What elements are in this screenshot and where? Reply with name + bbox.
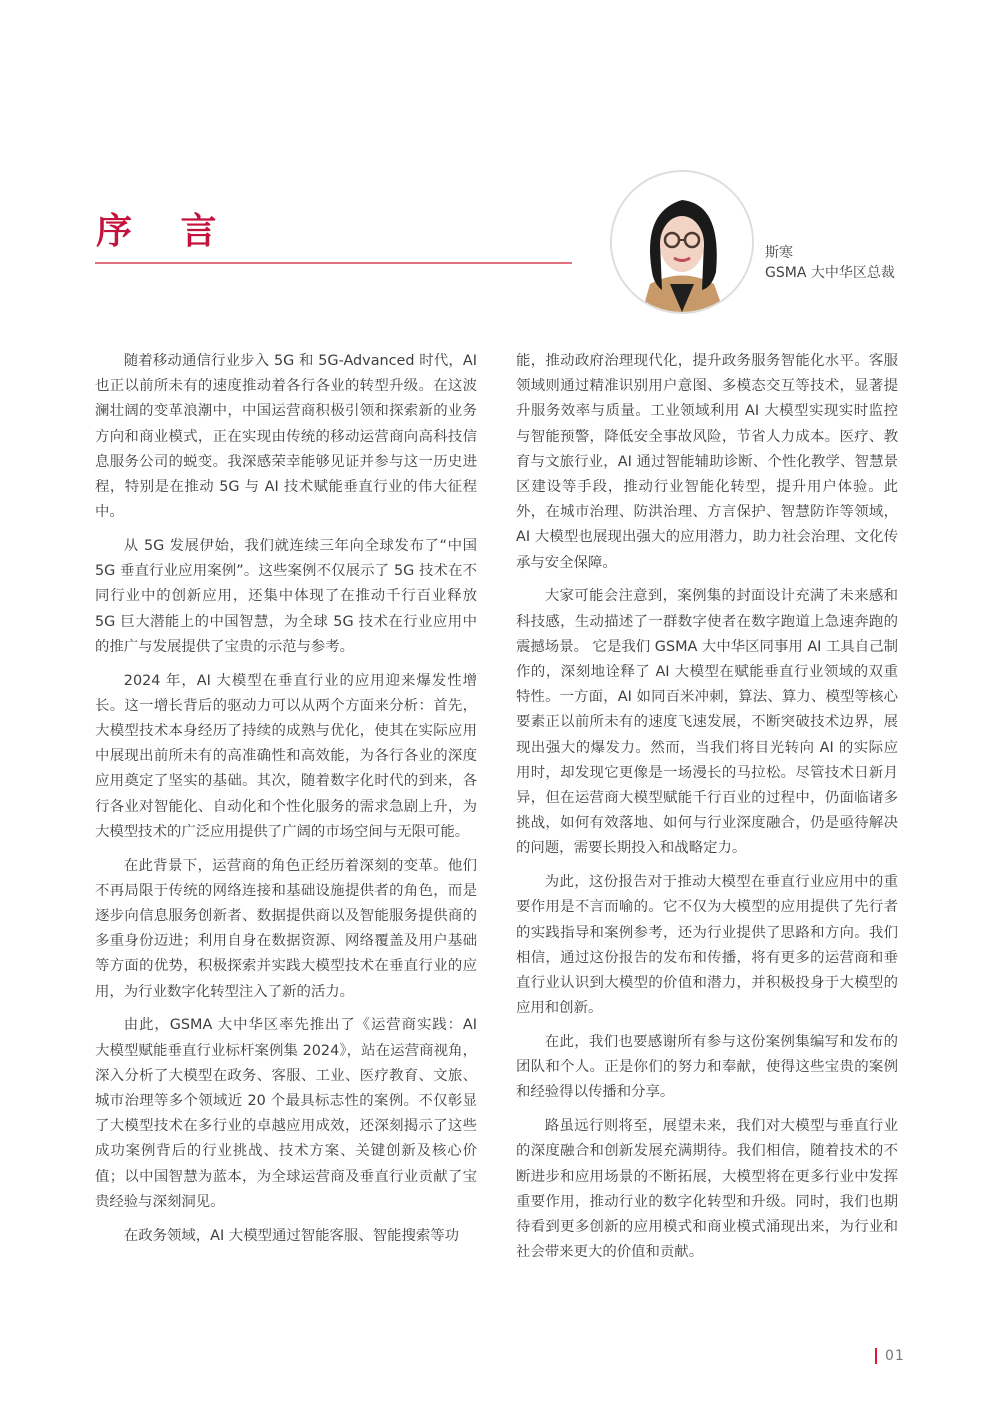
paragraph: 为此，这份报告对于推动大模型在垂直行业应用中的重要作用是不言而喻的。它不仅为大模型的应用提供了先行者的实践指导和案例参考，还为行业提供了思路和方向。我们相信，通过这份报告的发布和传播，将有更多的运营商和垂直行业认识到大模型的价值和潜力，并积极投身于大模型的应用和创新。 (516, 874, 898, 1017)
author-info (765, 243, 895, 283)
paragraph: 在政务领域，AI 大模型通过智能客服、智能搜索等功 (123, 1227, 460, 1244)
paragraph: 2024 年，AI 大模型在垂直行业的应用迎来爆发性增长。这一增长背后的驱动力可以从两个方面来分析：首先，大模型技术本身经历了持续的成熟与优化，使其在实际应用中展现出前所未有的高准确性和高效能，为各行各业的深度应用奠定了坚实的基础。其次，随着数字化时代的到来，各行各业对智能化、自动化和个性化服务的需求急剧上升，为大模型技术的广泛应用提供了广阔的市场空间与无限可能。 (95, 672, 477, 840)
page-number (875, 1347, 905, 1365)
paragraph: 路虽远行则将至，展望未来，我们对大模型与垂直行业的深度融合和创新发展充满期待。我们相信，随着技术的不断进步和应用场景的不断拓展，大模型将在更多行业中发挥重要作用，推动行业的数字化转型和升级。同时，我们也期待看到更多创新的应用模式和商业模式涌现出来，为行业和社会带来更大的价值和贡献。 (516, 1118, 898, 1261)
author-position: GSMA 大中华区总裁 (765, 265, 895, 281)
page-number-text: 01 (885, 1348, 905, 1364)
page-number-marker (875, 1348, 877, 1364)
paragraph: 随着移动通信行业步入 5G 和 5G-Advanced 时代，AI 也正以前所未有的速度推动着各行各业的转型升级。在这波澜壮阔的变革浪潮中，中国运营商积极引领和探索新的业务方向和商业模式，正在实现由传统的移动运营商向高科技信息服务公司的蜕变。我深感荣幸能够见证并参与这一历史进程，特别是在推动 5G 与 AI 技术赋能垂直行业的伟大征程中。 (95, 353, 477, 521)
paragraph: 由此，GSMA 大中华区率先推出了《运营商实践：AI 大模型赋能垂直行业标杆案例集 2024》，站在运营商视角，深入分析了大模型在政务、客服、工业、医疗教育、文旅、城市治理等多个领域近 20 个最具标志性的案例。不仅彰显了大模型技术在多行业的卓越应用成效，还深刻揭示了这些成功案例背后的行业挑战、技术方案、关键创新及核心价值；以中国智慧为蓝本，为全球运营商及垂直行业贡献了宝贵经验与深刻洞见。 (95, 1017, 477, 1210)
author-portrait (610, 170, 754, 314)
left-column (95, 349, 477, 1257)
page-title: 序 言 (96, 211, 235, 252)
author-name: 斯寒 (765, 245, 793, 261)
paragraph: 大家可能会注意到，案例集的封面设计充满了未来感和科技感，生动描述了一群数字使者在数字跑道上急速奔跑的震撼场景。 它是我们 GSMA 大中华区同事用 AI 工具自己制作的，深刻地诠释了 AI 大模型在赋能垂直行业领域的双重特性。一方面，AI 如同百米冲刺，算法、算力、模型等核心要素正以前所未有的速度飞速发展，不断突破技术边界，展现出强大的爆发力。然而，当我们将目光转向 AI 的实际应用时，却发现它更像是一场漫长的马拉松。尽管技术日新月异，但在运营商大模型赋能千行百业的过程中，仍面临诸多挑战，如何有效落地、如何与行业深度融合，仍是亟待解决的问题，需要长期投入和战略定力。 (516, 588, 898, 857)
paragraph-continued: 能，推动政府治理现代化，提升政务服务智能化水平。客服领域则通过精准识别用户意图、多模态交互等技术，显著提升服务效率与质量。工业领域利用 AI 大模型实现实时监控与智能预警，降低安全事故风险，节省人力成本。医疗、教育与文旅行业，AI 通过智能辅助诊断、个性化教学、智慧景区建设等手段，推动行业智能化转型，提升用户体验。此外，在城市治理、防洪治理、方言保护、智慧防诈等领域，AI 大模型也展现出强大的应用潜力，助力社会治理、文化传承与安全保障。 (516, 353, 898, 571)
paragraph: 从 5G 发展伊始，我们就连续三年向全球发布了“中国 5G 垂直行业应用案例”。这些案例不仅展示了 5G 技术在不同行业中的创新应用，还集中体现了在推动千行百业释放 5G 巨大潜能上的中国智慧，为全球 5G 技术在行业应用中的推广与发展提供了宝贵的示范与参考。 (95, 538, 477, 655)
portrait-image-icon (612, 172, 752, 312)
title-divider (95, 262, 572, 264)
right-column (516, 349, 898, 1274)
paragraph: 在此背景下，运营商的角色正经历着深刻的变革。他们不再局限于传统的网络连接和基础设施提供者的角色，而是逐步向信息服务创新者、数据提供商以及智能服务提供商的多重身份迈进；利用自身在数据资源、网络覆盖及用户基础等方面的优势，积极探索并实践大模型技术在垂直行业的应用，为行业数字化转型注入了新的活力。 (95, 857, 477, 1000)
paragraph: 在此，我们也要感谢所有参与这份案例集编写和发布的团队和个人。正是你们的努力和奉献，使得这些宝贵的案例和经验得以传播和分享。 (516, 1034, 898, 1101)
